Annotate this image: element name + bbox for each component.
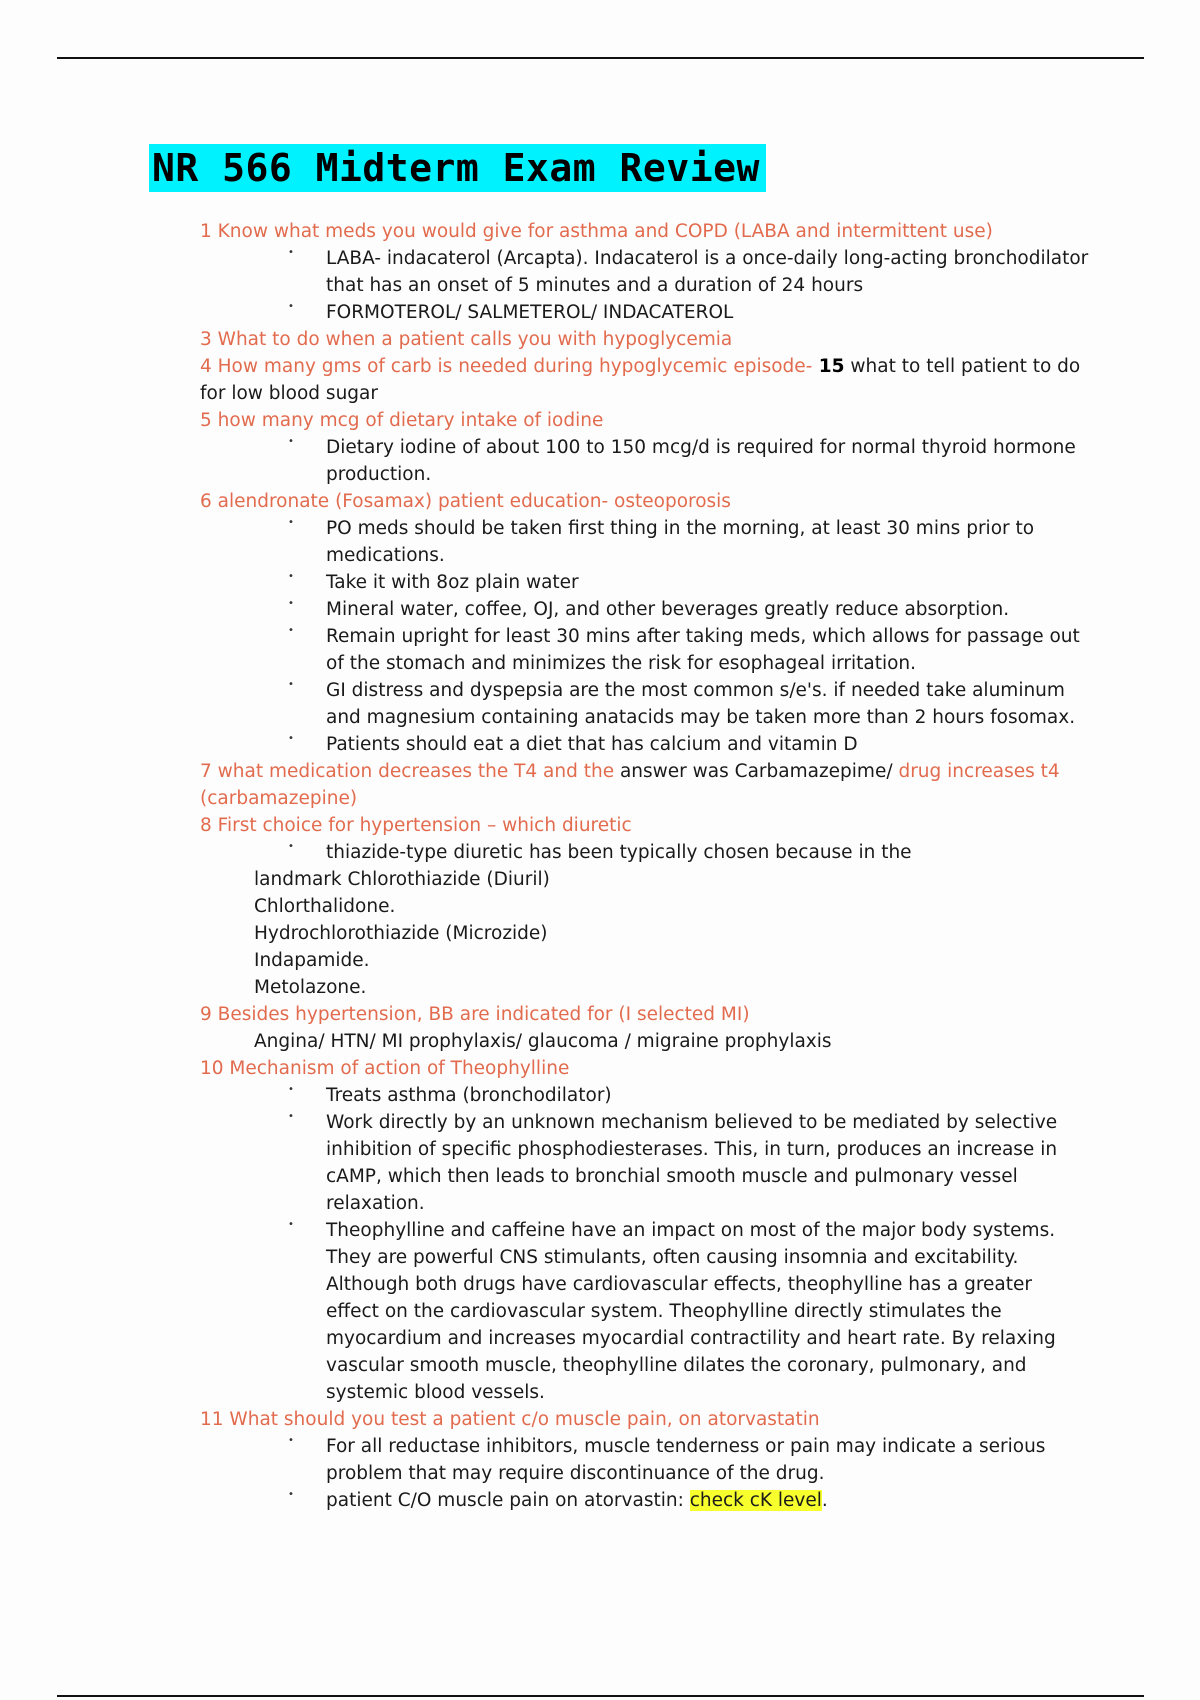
answer-line: Chlorthalidone.	[254, 896, 396, 917]
answer-line: Angina/ HTN/ MI prophylaxis/ glaucoma / migraine prophylaxis	[254, 1031, 832, 1052]
question-10: 10 Mechanism of action of Theophylline	[200, 1058, 570, 1079]
list-item: • Work directly by an unknown mechanism believed to be mediated by selective inhibition of specific phosphodiesterases. This, in turn, produces an increase in cAMP, which then leads to bronchial smooth muscle and pulmonary vessel relaxation.	[326, 1109, 1090, 1217]
page-title: NR 566 Midterm Exam Review	[149, 144, 766, 192]
top-rule	[57, 57, 1144, 59]
list-item: • patient C/O muscle pain on atorvastin: check cK level.	[326, 1487, 1090, 1514]
list-item: • For all reductase inhibitors, muscle tenderness or pain may indicate a serious problem that may require discontinuance of the drug.	[326, 1433, 1090, 1487]
answer-line: Hydrochlorothiazide (Microzide)	[254, 923, 548, 944]
list-item: • PO meds should be taken first thing in the morning, at least 30 mins prior to medications.	[326, 515, 1090, 569]
list-item: • Dietary iodine of about 100 to 150 mcg/d is required for normal thyroid hormone production.	[326, 434, 1090, 488]
answer-text: what to tell patient to do for low blood sugar	[200, 356, 1081, 404]
question-6: 6 alendronate (Fosamax) patient education- osteoporosis	[200, 491, 731, 512]
answer-list-8	[200, 839, 1090, 866]
answer-text: answer was Carbamazepime/	[614, 761, 893, 782]
question-3: 3 What to do when a patient calls you with hypoglycemia	[200, 329, 733, 350]
answer-line: Indapamide.	[254, 950, 370, 971]
list-item: • Mineral water, coffee, OJ, and other beverages greatly reduce absorption.	[326, 596, 1090, 623]
question-8: 8 First choice for hypertension – which diuretic	[200, 815, 632, 836]
list-item: • thiazide-type diuretic has been typically chosen because in the	[326, 839, 1090, 866]
list-item: • Patients should eat a diet that has calcium and vitamin D	[326, 731, 1090, 758]
list-item: • GI distress and dyspepsia are the most common s/e's. if needed take aluminum and magnesium containing anatacids may be taken more than 2 hours fosomax.	[326, 677, 1090, 731]
answer-list-10	[200, 1082, 1090, 1406]
list-item: • Remain upright for least 30 mins after taking meds, which allows for passage out of the stomach and minimizes the risk for esophageal irritation.	[326, 623, 1090, 677]
answer-list-11	[200, 1433, 1090, 1514]
list-item: • Theophylline and caffeine have an impact on most of the major body systems. They are powerful CNS stimulants, often causing insomnia and excitability. Although both drugs have cardiovascular effects, theophylline has a greater effect on the cardiovascular system. Theophylline directly stimulates the myocardium and increases myocardial contractility and heart rate. By relaxing vascular smooth muscle, theophylline dilates the coronary, pulmonary, and systemic blood vessels.	[326, 1217, 1090, 1406]
bottom-rule	[57, 1695, 1144, 1697]
answer-list-5	[200, 434, 1090, 488]
document-body	[200, 218, 1090, 1514]
answer-line: Metolazone.	[254, 977, 367, 998]
question-7: 7 what medication decreases the T4 and the answer was Carbamazepime/ drug increases t4 (carbamazepine)	[200, 761, 1060, 809]
answer-line: landmark Chlorothiazide (Diuril)	[254, 869, 550, 890]
question-5: 5 how many mcg of dietary intake of iodine	[200, 410, 604, 431]
highlighted-answer: check cK level	[689, 1490, 822, 1511]
list-item: • Treats asthma (bronchodilator)	[326, 1082, 1090, 1109]
answer-list-6	[200, 515, 1090, 758]
question-11: 11 What should you test a patient c/o muscle pain, on atorvastatin	[200, 1409, 820, 1430]
question-9: 9 Besides hypertension, BB are indicated for (I selected MI)	[200, 1004, 750, 1025]
answer-list-1	[200, 245, 1090, 326]
question-4: 4 How many gms of carb is needed during hypoglycemic episode- 15 what to tell patient to do for low blood sugar	[200, 356, 1081, 404]
list-item: • FORMOTEROL/ SALMETEROL/ INDACATEROL	[326, 299, 1090, 326]
question-1: 1 Know what meds you would give for asthma and COPD (LABA and intermittent use)	[200, 221, 993, 242]
list-item: • LABA- indacaterol (Arcapta). Indacaterol is a once-daily long-acting bronchodilator that has an onset of 5 minutes and a duration of 24 hours	[326, 245, 1090, 299]
answer-value: 15	[812, 356, 845, 377]
list-item: • Take it with 8oz plain water	[326, 569, 1090, 596]
